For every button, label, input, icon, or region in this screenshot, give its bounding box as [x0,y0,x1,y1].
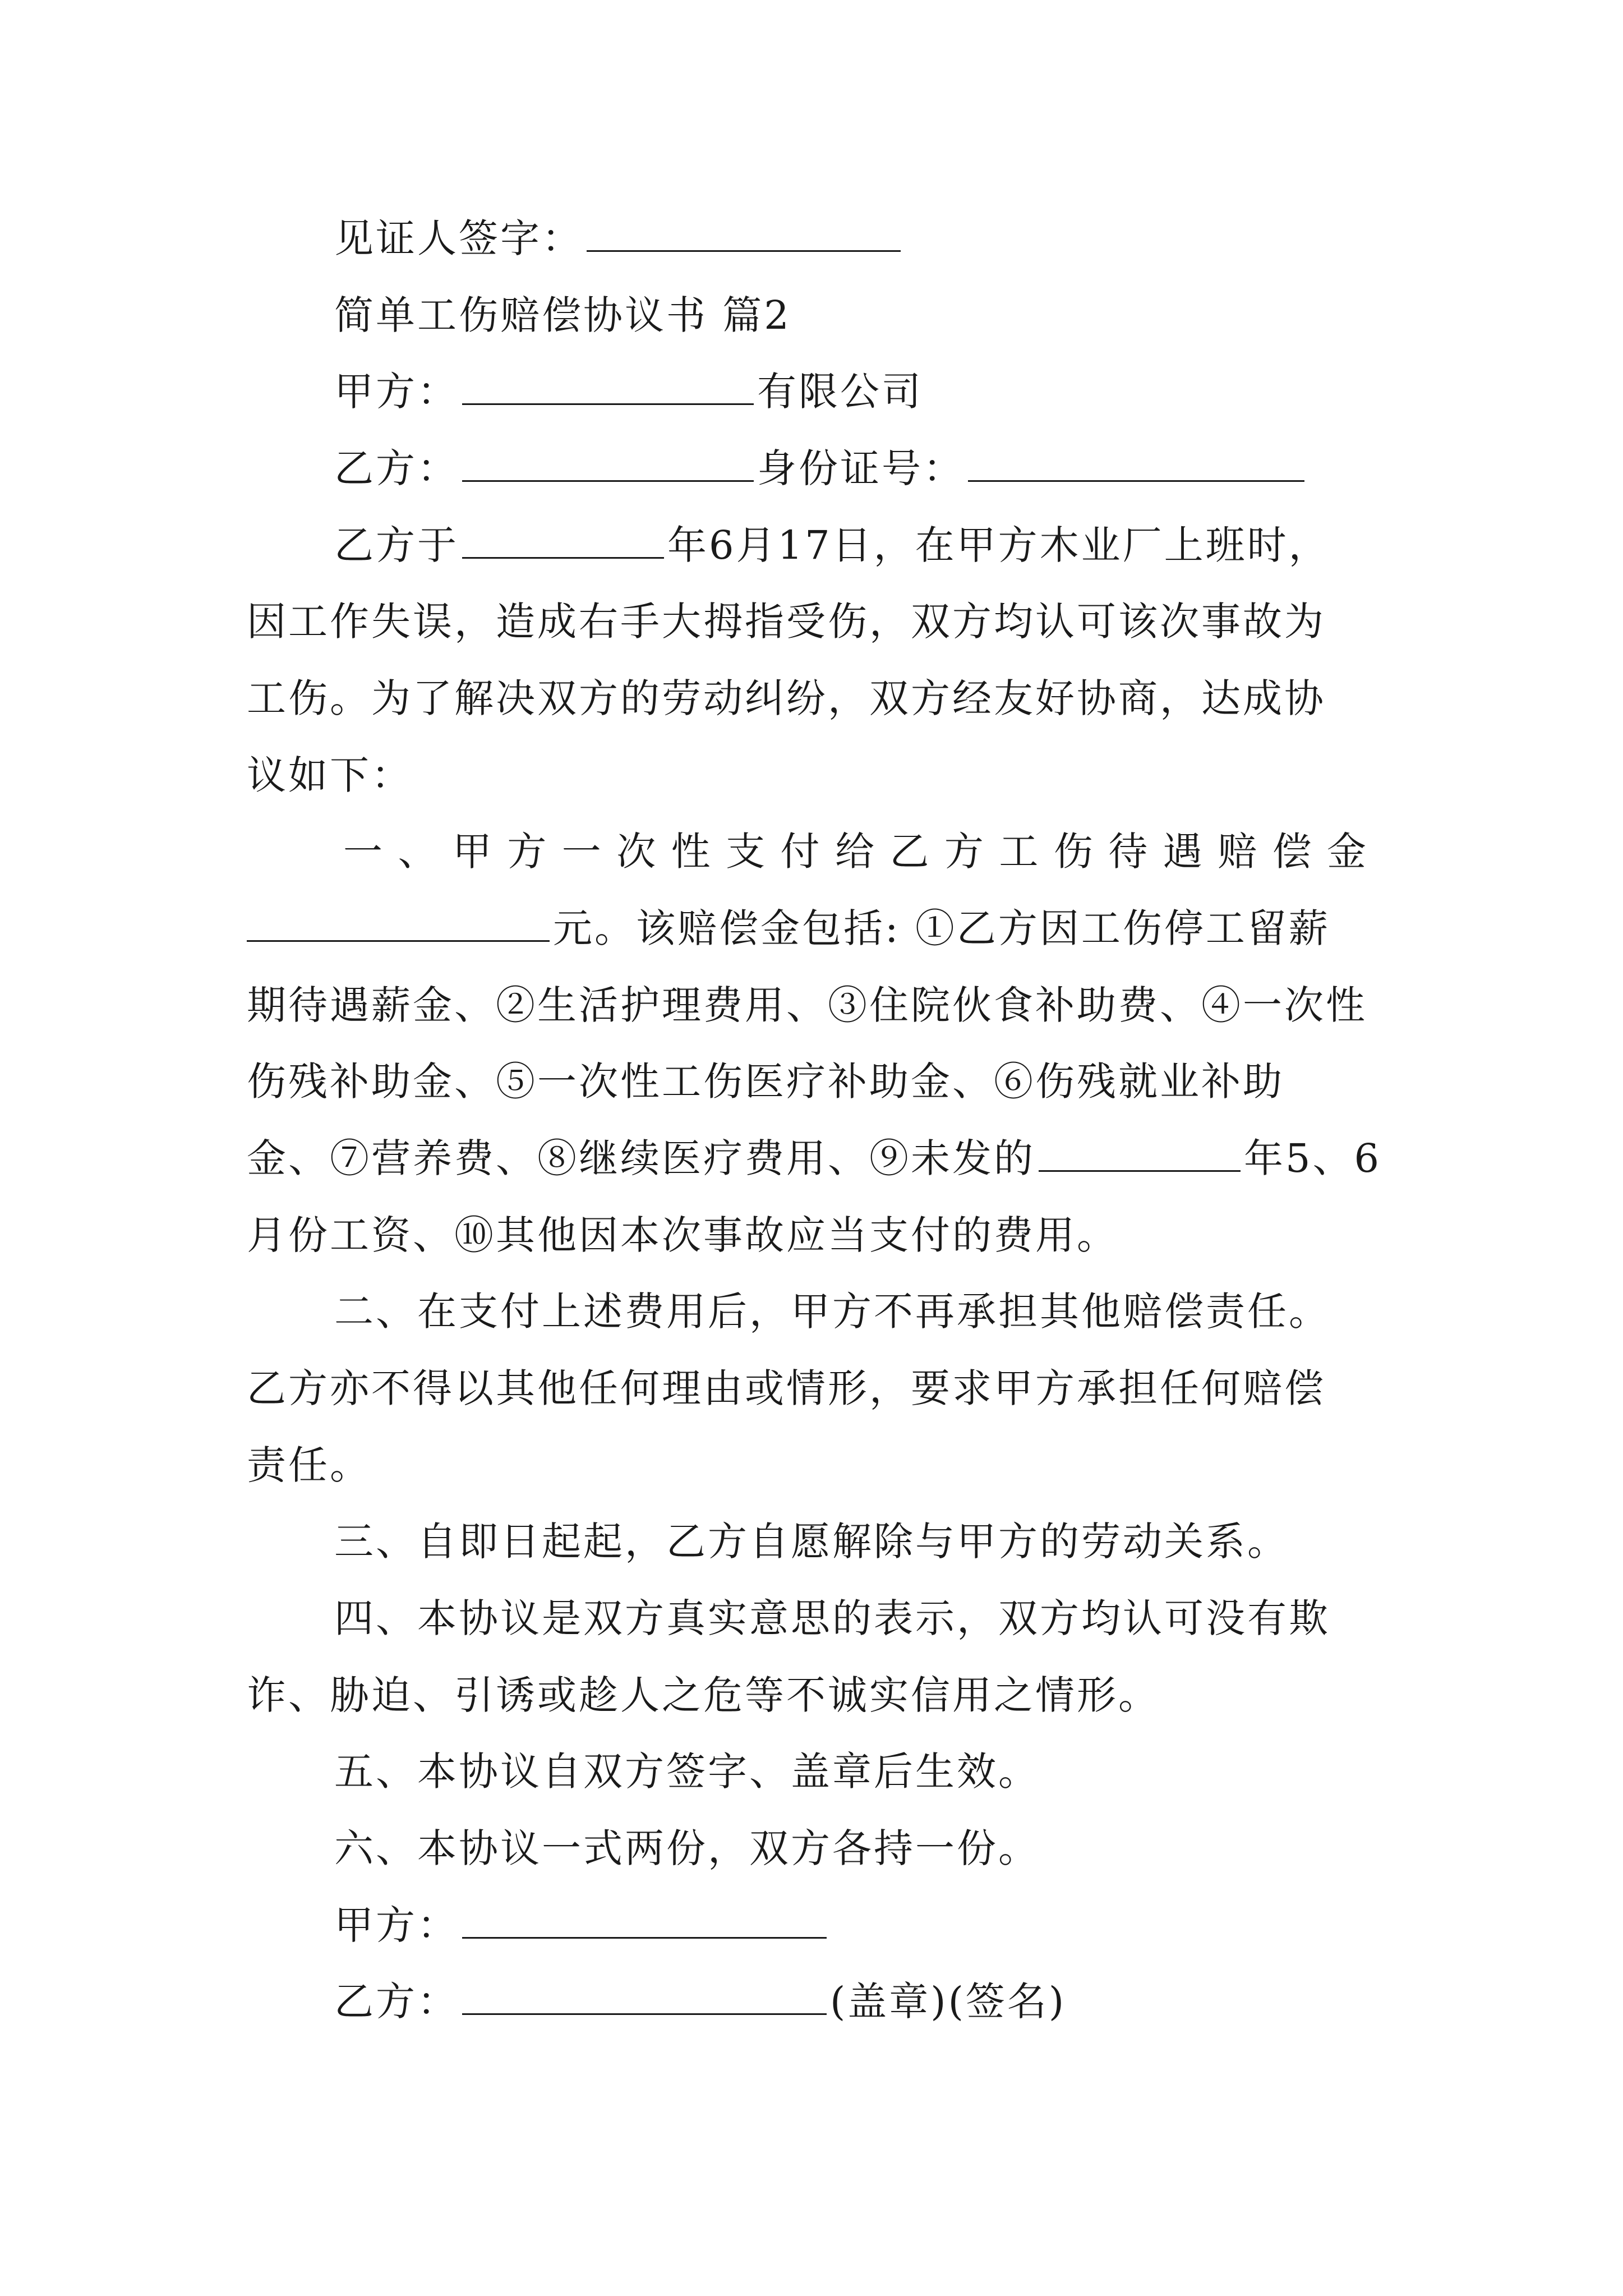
compensation-amount-blank[interactable] [247,907,550,942]
party-a-line [334,366,1512,417]
party-a-sign-label: 甲方： [334,1902,459,1948]
party-a-sign-blank[interactable] [462,1903,827,1939]
clause5-line: 五、本协议自双方签字、盖章后生效。 [334,1749,1040,1795]
clause1-line-1: 一、甲方一次性支付给乙方工伤待遇赔偿金 [343,829,1368,875]
witness-label: 见证人签字： [334,215,583,261]
clause6-line: 六、本协议一式两份，双方各持一份。 [334,1825,1040,1871]
party-a-sign-line [334,1900,1512,1950]
intro-line-2: 因工作失误，造成右手大拇指受伤，双方均认可该次事故为 [247,599,1326,645]
party-b-line [334,443,1512,494]
clause2-line-1: 二、在支付上述费用后，甲方不再承担其他赔偿责任。 [334,1289,1330,1335]
clause1-line-5-suffix: 年5、6 [1244,1135,1382,1181]
clause1-line-2-text: 元。该赔偿金包括: ①乙方因工伤停工留薪 [553,905,1330,951]
clause1-line-3: 期待遇薪金、②生活护理费用、③住院伙食补助费、④一次性 [247,982,1367,1028]
clause1-line-6: 月份工资、⑩其他因本次事故应当支付的费用。 [247,1212,1118,1258]
party-b-id-label: 身份证号： [757,445,965,491]
party-a-suffix: 有限公司 [757,369,923,415]
party-b-label: 乙方： [334,445,459,491]
intro-line-1 [334,520,1512,570]
unpaid-year-blank[interactable] [1039,1137,1241,1172]
party-b-sign-suffix: (盖章)(签名) [830,1978,1067,2024]
intro-year-blank[interactable] [462,523,664,559]
party-b-id-blank[interactable] [968,447,1304,482]
clause2-line-2: 乙方亦不得以其他任何理由或情形，要求甲方承担任何赔偿 [247,1365,1326,1411]
witness-signature-line [334,213,1512,264]
intro-prefix: 乙方于 [334,522,459,568]
clause1-line-2 [247,903,1424,954]
clause4-line-1: 四、本协议是双方真实意思的表示，双方均认可没有欺 [334,1595,1330,1641]
intro-after-blank: 年6月17日，在甲方木业厂上班时， [667,522,1330,568]
party-a-name-blank[interactable] [462,370,754,405]
clause1-line-5 [247,1133,1424,1184]
clause4-line-2: 诈、胁迫、引诱或趁人之危等不诚实信用之情形。 [247,1672,1160,1718]
document-title: 简单工伤赔偿协议书 篇2 [334,292,791,338]
intro-line-3: 工伤。为了解决双方的劳动纠纷，双方经友好协商，达成协 [247,675,1326,721]
party-b-sign-label: 乙方： [334,1978,459,2024]
clause3-line: 三、自即日起起，乙方自愿解除与甲方的劳动关系。 [334,1519,1289,1565]
party-a-label: 甲方： [334,369,459,415]
clause2-line-3: 责任。 [247,1442,371,1488]
party-b-sign-line [334,1976,1512,2027]
witness-signature-blank[interactable] [587,217,901,252]
clause1-line-5-prefix: 金、⑦营养费、⑧继续医疗费用、⑨未发的 [247,1135,1035,1181]
clause1-line-4: 伤残补助金、⑤一次性工伤医疗补助金、⑥伤残就业补助 [247,1059,1284,1105]
party-b-name-blank[interactable] [462,447,754,482]
party-b-sign-blank[interactable] [462,1980,827,2015]
intro-line-4: 议如下： [247,752,413,798]
